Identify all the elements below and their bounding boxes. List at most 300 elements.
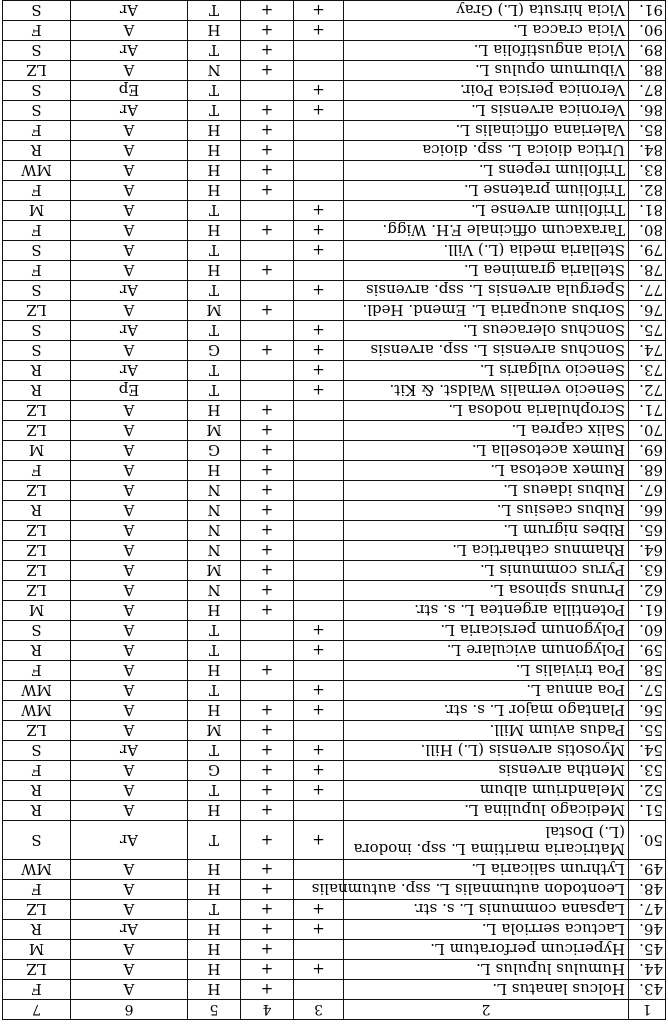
species-name: Mentha arvensis [344,761,629,781]
table-row [3,880,666,900]
table-row [3,541,666,561]
habitat-code: MW [3,860,71,880]
habitat-code: LZ [3,421,71,441]
presence-mark-col4: + [241,341,294,361]
species-name: Pyrus communis L. [344,561,629,581]
habitat-code: F [3,261,71,281]
presence-mark-col4: + [241,980,294,1000]
table-row [3,761,666,781]
origin-code: A [71,121,188,141]
life-form-code: T [188,681,241,701]
origin-code: A [71,501,188,521]
row-number: 49. [629,860,666,880]
presence-mark-col4: + [241,61,294,81]
presence-mark-col3 [294,401,344,421]
species-name: Rubus idaeus L. [344,481,629,501]
species-name: Trifolium arvense L. [344,201,629,221]
origin-code: A [71,141,188,161]
habitat-code: S [3,1,71,21]
habitat-code: F [3,21,71,41]
row-number: 44. [629,960,666,980]
presence-mark-col3: + [294,201,344,221]
presence-mark-col3 [294,940,344,960]
column-number-4: 4 [241,1000,294,1020]
habitat-code: S [3,621,71,641]
row-number: 91. [629,1,666,21]
habitat-code: S [3,241,71,261]
life-form-code: T [188,281,241,301]
origin-code: A [71,681,188,701]
presence-mark-col4: + [241,701,294,721]
species-name: Matricaria maritima L. ssp. inodora (L.) Dostal [344,821,629,860]
species-name: Trifolium repens L. [344,161,629,181]
species-table [2,0,666,1020]
presence-mark-col4: + [241,501,294,521]
life-form-code: M [188,561,241,581]
presence-mark-col4 [241,381,294,401]
origin-code: A [71,960,188,980]
species-name: Urtica dioica L. ssp. dioica [344,141,629,161]
life-form-code: H [188,261,241,281]
origin-code: A [71,341,188,361]
species-name: Potentilla argentea L. s. str. [344,601,629,621]
origin-code: A [71,201,188,221]
origin-code: A [71,61,188,81]
presence-mark-col3: + [294,621,344,641]
presence-mark-col4: + [241,301,294,321]
table-row [3,461,666,481]
habitat-code: M [3,601,71,621]
habitat-code: R [3,381,71,401]
habitat-code: S [3,321,71,341]
presence-mark-col4: + [241,860,294,880]
origin-code: A [71,940,188,960]
origin-code: A [71,621,188,641]
presence-mark-col4: + [241,940,294,960]
row-number: 84. [629,141,666,161]
row-number: 75. [629,321,666,341]
table-row [3,0,666,1]
life-form-code: T [188,321,241,341]
presence-mark-col4 [241,641,294,661]
habitat-code: S [3,81,71,101]
table-row [3,601,666,621]
species-name: Ribes nigrum L. [344,521,629,541]
presence-mark-col3: + [294,920,344,940]
table-row [3,1,666,21]
habitat-code: LZ [3,481,71,501]
row-number: 67. [629,481,666,501]
habitat-code: MW [3,701,71,721]
life-form-code: H [188,920,241,940]
species-name: Sonchus oleraceus L. [344,321,629,341]
presence-mark-col4: + [241,481,294,501]
origin-code: A [71,781,188,801]
species-name: Stellaria media (L.) Vill. [344,241,629,261]
origin-code: A [71,161,188,181]
row-number: 83. [629,161,666,181]
life-form-code: T [188,361,241,381]
table-row [3,641,666,661]
presence-mark-col3: + [294,701,344,721]
table-row [3,900,666,920]
presence-mark-col4 [241,0,294,1]
row-number: 71. [629,401,666,421]
origin-code: Ep [71,381,188,401]
table-row [3,701,666,721]
life-form-code: T [188,741,241,761]
origin-code: A [71,301,188,321]
presence-mark-col4 [241,681,294,701]
table-row [3,401,666,421]
habitat-code: M [3,940,71,960]
life-form-code: T [188,101,241,121]
row-number: 57. [629,681,666,701]
table-row [3,181,666,201]
life-form-code: H [188,980,241,1000]
presence-mark-col3 [294,561,344,581]
presence-mark-col3 [294,501,344,521]
table-row [3,121,666,141]
presence-mark-col4: + [241,221,294,241]
table-row [3,681,666,701]
life-form-code: H [188,161,241,181]
origin-code: A [71,21,188,41]
table-row [3,501,666,521]
species-name: Poa annua L. [344,681,629,701]
row-number: 56. [629,701,666,721]
life-form-code: T [188,781,241,801]
presence-mark-col3: + [294,681,344,701]
species-name: Lapsana communis L. s. str. [344,900,629,920]
life-form-code: T [188,641,241,661]
species-name: Rumex acetosa L. [344,461,629,481]
species-name: Spergula arvensis L. ssp. arvensis [344,281,629,301]
habitat-code: S [3,741,71,761]
table-row [3,561,666,581]
table-row [3,281,666,301]
presence-mark-col3: + [294,821,344,860]
row-number: 59. [629,641,666,661]
habitat-code: LZ [3,61,71,81]
column-number-3: 3 [294,1000,344,1020]
life-form-code: H [188,880,241,900]
presence-mark-col3 [294,661,344,681]
row-number: 90. [629,21,666,41]
habitat-code: F [3,980,71,1000]
row-number: 62. [629,581,666,601]
presence-mark-col3 [294,141,344,161]
life-form-code: G [188,341,241,361]
presence-mark-col3 [294,161,344,181]
habitat-code: F [3,121,71,141]
origin-code: Ar [71,821,188,860]
habitat-code: M [3,441,71,461]
life-form-code: H [188,181,241,201]
habitat-code: F [3,661,71,681]
habitat-code: MW [3,681,71,701]
species-name: Salix caprea L. [344,421,629,441]
row-number: 45. [629,940,666,960]
species-name: Veronica arvensis L. [344,101,629,121]
species-name: Medicago lupulina L. [344,801,629,821]
presence-mark-col3 [294,541,344,561]
presence-mark-col3: + [294,341,344,361]
row-number: 65. [629,521,666,541]
row-number: 69. [629,441,666,461]
origin-code: A [71,521,188,541]
row-number: 52. [629,781,666,801]
presence-mark-col3: + [294,761,344,781]
species-name: Polygonum aviculare L. [344,641,629,661]
species-name: Taraxacum officinale F.H. Wigg. [344,221,629,241]
presence-mark-col4: + [241,801,294,821]
origin-code: Ar [71,41,188,61]
presence-mark-col4: + [241,161,294,181]
row-number: 80. [629,221,666,241]
row-number: 48. [629,880,666,900]
life-form-code: M [188,721,241,741]
origin-code: A [71,541,188,561]
table-row [3,141,666,161]
row-number [629,0,666,1]
life-form-code: H [188,221,241,241]
presence-mark-col3: + [294,900,344,920]
row-number: 47. [629,900,666,920]
presence-mark-col4 [241,361,294,381]
row-number: 43. [629,980,666,1000]
species-name: Vicia cracca L. [344,21,629,41]
presence-mark-col4: + [241,900,294,920]
origin-code: Ar [71,321,188,341]
presence-mark-col3 [294,801,344,821]
presence-mark-col3: + [294,321,344,341]
species-name: Polygonum persicaria L. [344,621,629,641]
presence-mark-col4: + [241,261,294,281]
row-number: 55. [629,721,666,741]
row-number: 54. [629,741,666,761]
life-form-code: H [188,601,241,621]
presence-mark-col4: + [241,741,294,761]
habitat-code: LZ [3,721,71,741]
table-row [3,301,666,321]
species-name: Hypericum perforatum L. [344,940,629,960]
habitat-code: R [3,361,71,381]
presence-mark-col4: + [241,960,294,980]
origin-code: A [71,661,188,681]
row-number: 87. [629,81,666,101]
species-name [344,0,629,1]
table-row [3,421,666,441]
row-number: 68. [629,461,666,481]
table-row [3,661,666,681]
origin-code: A [71,241,188,261]
habitat-code: F [3,181,71,201]
species-name: Lythrum salicaria L. [344,860,629,880]
table-row [3,241,666,261]
species-name: Senecio vernalis Waldst. & Kit. [344,381,629,401]
row-number: 46. [629,920,666,940]
row-number: 51. [629,801,666,821]
table-row [3,581,666,601]
row-number: 60. [629,621,666,641]
species-name: Lactuca serriola L. [344,920,629,940]
presence-mark-col3 [294,181,344,201]
life-form-code: N [188,581,241,601]
row-number: 74. [629,341,666,361]
presence-mark-col4: + [241,41,294,61]
presence-mark-col3: + [294,361,344,381]
life-form-code: M [188,421,241,441]
life-form-code: H [188,860,241,880]
life-form-code: N [188,521,241,541]
species-name: Holcus lanatus L. [344,980,629,1000]
habitat-code: F [3,761,71,781]
life-form-code: N [188,481,241,501]
presence-mark-col4: + [241,920,294,940]
origin-code: Ar [71,281,188,301]
origin-code: A [71,900,188,920]
presence-mark-col4: + [241,880,294,900]
habitat-code: F [3,880,71,900]
presence-mark-col4 [241,241,294,261]
habitat-code: R [3,781,71,801]
table-row [3,361,666,381]
origin-code: A [71,401,188,421]
presence-mark-col3: + [294,241,344,261]
species-name: Plantago major L. s. str. [344,701,629,721]
row-number: 76. [629,301,666,321]
species-name: Vicia hirsuta (L.) Gray [344,1,629,21]
presence-mark-col4: + [241,601,294,621]
presence-mark-col4: + [241,521,294,541]
origin-code: A [71,221,188,241]
table-row [3,161,666,181]
presence-mark-col3: + [294,281,344,301]
origin-code: A [71,980,188,1000]
presence-mark-col3 [294,581,344,601]
habitat-code: S [3,341,71,361]
species-name: Trifolium pratense L. [344,181,629,201]
table-row [3,801,666,821]
table-row [3,860,666,880]
origin-code: A [71,801,188,821]
column-number-1: 1 [629,1000,666,1020]
presence-mark-col3 [294,0,344,1]
life-form-code: H [188,801,241,821]
origin-code: Ar [71,101,188,121]
species-name: Leontodon autumnalis L. ssp. autumnalis [344,880,629,900]
presence-mark-col4 [241,321,294,341]
presence-mark-col4 [241,281,294,301]
table-row [3,321,666,341]
table-row [3,920,666,940]
origin-code: Ar [71,1,188,21]
presence-mark-col4: + [241,561,294,581]
habitat-code: LZ [3,521,71,541]
table-row [3,721,666,741]
life-form-code: T [188,201,241,221]
presence-mark-col3 [294,721,344,741]
habitat-code: S [3,41,71,61]
habitat-code: F [3,221,71,241]
origin-code: A [71,721,188,741]
row-number: 53. [629,761,666,781]
habitat-code: LZ [3,561,71,581]
presence-mark-col3: + [294,781,344,801]
habitat-code: S [3,101,71,121]
life-form-code: H [188,661,241,681]
species-name: Padus avium Mill. [344,721,629,741]
species-name: Vicia angustifolia L. [344,41,629,61]
table-row [3,940,666,960]
habitat-code [3,0,71,1]
species-name: Humulus lupulus L. [344,960,629,980]
row-number: 88. [629,61,666,81]
table-row [3,481,666,501]
life-form-code: N [188,501,241,521]
habitat-code: MW [3,161,71,181]
habitat-code: LZ [3,301,71,321]
row-number: 64. [629,541,666,561]
species-name: Melandrium album [344,781,629,801]
habitat-code: R [3,141,71,161]
presence-mark-col4: + [241,121,294,141]
presence-mark-col3 [294,461,344,481]
habitat-code: LZ [3,401,71,421]
row-number: 70. [629,421,666,441]
presence-mark-col4: + [241,721,294,741]
table-row [3,41,666,61]
column-number-6: 6 [71,1000,188,1020]
table-row [3,201,666,221]
row-number: 81. [629,201,666,221]
life-form-code: T [188,81,241,101]
table-row [3,821,666,860]
species-name: Veronica persica Poir. [344,81,629,101]
species-name: Rumex acetosella L. [344,441,629,461]
origin-code: A [71,421,188,441]
presence-mark-col3 [294,980,344,1000]
species-name: Prunus spinosa L. [344,581,629,601]
species-name: Rubus caesius L. [344,501,629,521]
species-name: Viburnum opulus L. [344,61,629,81]
presence-mark-col3 [294,41,344,61]
origin-code: A [71,641,188,661]
presence-mark-col4: + [241,21,294,41]
row-number: 73. [629,361,666,381]
life-form-code: N [188,541,241,561]
origin-code: A [71,561,188,581]
presence-mark-col4: + [241,541,294,561]
presence-mark-col4: + [241,441,294,461]
origin-code: A [71,461,188,481]
species-name: Rhamnus cathartica L. [344,541,629,561]
presence-mark-col3 [294,860,344,880]
presence-mark-col4: + [241,761,294,781]
presence-mark-col3: + [294,641,344,661]
presence-mark-col4: + [241,1,294,21]
origin-code: A [71,481,188,501]
presence-mark-col3 [294,61,344,81]
habitat-code: LZ [3,541,71,561]
row-number: 89. [629,41,666,61]
life-form-code: H [188,401,241,421]
habitat-code: LZ [3,900,71,920]
row-number: 77. [629,281,666,301]
presence-mark-col4: + [241,661,294,681]
life-form-code: N [188,61,241,81]
